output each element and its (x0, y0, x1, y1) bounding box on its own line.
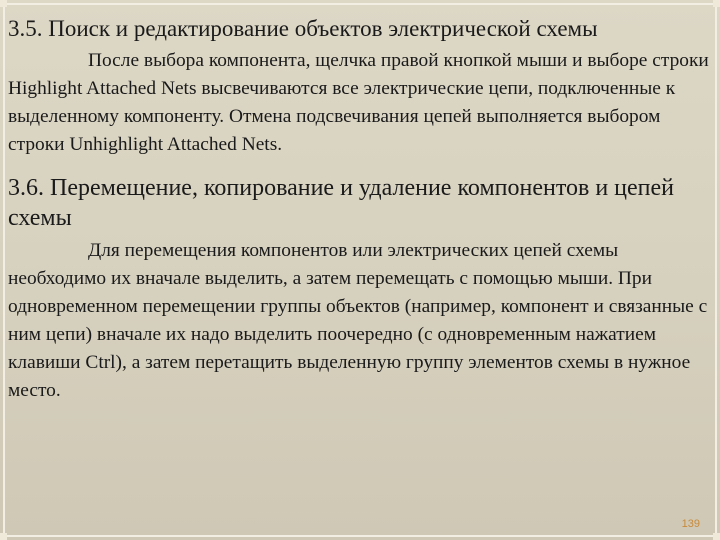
frame-corner (713, 0, 720, 7)
frame-corner (0, 533, 7, 540)
section-paragraph-3-6: Для перемещения компонентов или электрических цепей схемы необходимо их вначале выделить, а затем перемещать с помощью мыши. При одновременном перемещении группы объектов (например, компонент и связанные с ним цепи) вначале их надо выделить поочередно (с одновременным нажатием клавиши Ctrl), а затем перетащить выделенную группу элементов схемы в нужное место. (8, 240, 708, 401)
frame-bottom-line (0, 535, 720, 537)
frame-corner (0, 0, 7, 7)
page-number: 139 (681, 518, 700, 530)
slide-content (8, 14, 710, 405)
section-paragraph-3-5: После выбора компонента, щелчка правой кнопкой мыши и выборе строки Highlight Attached Nets высвечиваются все электрические цепи, подключенные к выделенному компоненту. Отмена подсвечивания цепей выполняется выбором строки Unhighlight Attached Nets. (8, 50, 709, 155)
frame-left-line (3, 0, 5, 540)
frame-right-line (715, 0, 717, 540)
section-heading-3-5: 3.5. Поиск и редактирование объектов электрической схемы (8, 16, 598, 41)
section-heading-3-6: 3.6. Перемещение, копирование и удаление компонентов и цепей схемы (8, 175, 674, 231)
frame-top-line (0, 3, 720, 5)
frame-corner (713, 533, 720, 540)
